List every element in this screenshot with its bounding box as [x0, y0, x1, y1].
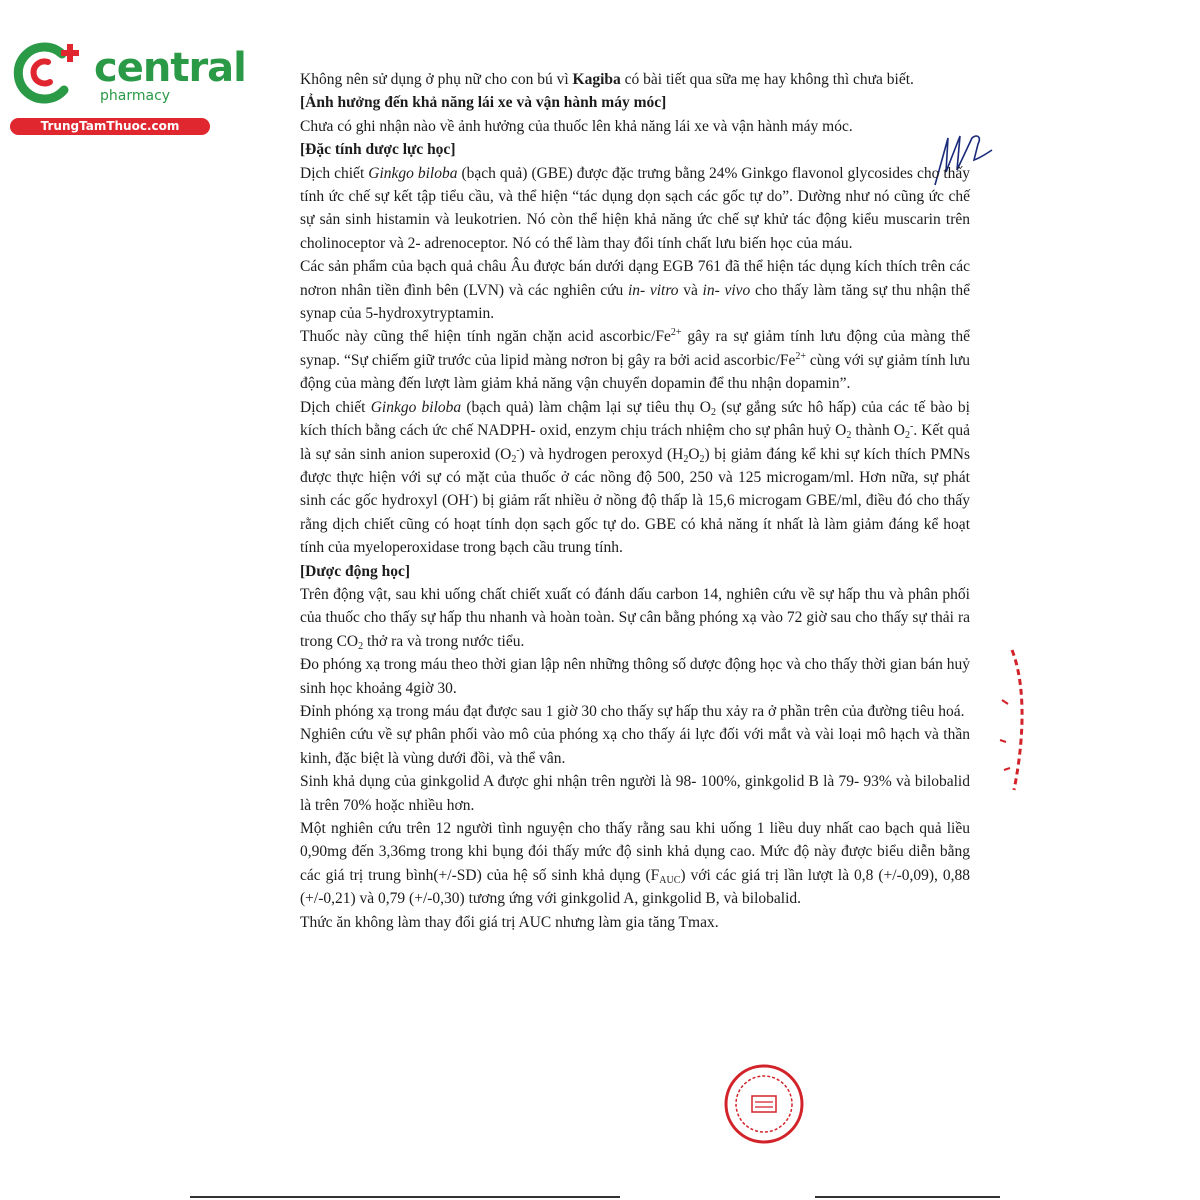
paragraph: Dịch chiết Ginkgo biloba (bạch quả) (GBE) được đặc trưng bằng 24% Ginkgo flavonol glycosides cho thấy tính ức chế sự kết tập tiểu cầu, và thể hiện “tác dụng dọn sạch các gốc tự do”. Dường như nó cũng ức chế sự sản sinh histamin và leukotrien. Nó còn thể hiện khả năng ức chế sự khử tác động kiểu muscarin trên cholinoceptor và 2- adrenoceptor. Nó có thể làm thay đổi tính chất lưu biến học của máu.: [300, 164, 970, 252]
paragraph: Không nên sử dụng ở phụ nữ cho con bú vì Kagiba có bài tiết qua sữa mẹ hay không thì chưa biết.: [300, 71, 914, 88]
paragraph: Sinh khả dụng của ginkgolid A được ghi nhận trên người là 98- 100%, ginkgolid B là 79- 93% và bilobalid là trên 70% hoặc nhiều hơn.: [300, 773, 970, 814]
stamp-icon: [722, 1062, 806, 1146]
paragraph: Nghiên cứu về sự phân phối vào mô của phóng xạ cho thấy ái lực đối với mắt và vài loại mô hạch và thần kinh, đặc biệt là vùng dưới đồi, và thể vân.: [300, 726, 970, 767]
page-bottom-rule: [190, 1196, 620, 1198]
partial-stamp-icon: [990, 640, 1030, 800]
document-body: [300, 68, 970, 934]
section-heading: [Dược động học]: [300, 562, 411, 580]
pharmacy-logo: [10, 38, 246, 138]
paragraph: Dịch chiết Ginkgo biloba (bạch quả) làm chậm lại sự tiêu thụ $O_2$ (sự gắng sức hô hấp) của các tế bào bị kích thích bằng cách ức chế NADPH- oxid, enzym chịu trách nhiệm cho sự phân huỷ $O_2$ thành $O_2^-$. Kết quả là sự sản sinh anion superoxid $(O_2^-)$ và hydrogen peroxyd $(H_2O_2)$ bị giảm đáng kể khi sự kích thích PMNs được thực hiện với sự có mặt của thuốc ở các nồng độ 500, 250 và 125 microgam/ml. Hơn nữa, sự phát sinh các gốc hydroxyl (OH-) bị giảm rất nhiều ở nồng độ thấp là 15,6 microgam GBE/ml, điều đó cho thấy rằng dịch chiết cũng có hoạt tính dọn sạch gốc tự do. GBE có khả năng ít nhất là làm giảm đáng kể hoạt tính của myeloperoxidase trong bạch cầu trung tính.: [300, 398, 971, 557]
logo-name: central: [94, 45, 246, 91]
paragraph: Một nghiên cứu trên 12 người tình nguyện cho thấy rằng sau khi uống 1 liều duy nhất cao bạch quả liều 0,90mg đến 3,36mg trong khi bụng đói thấy mức độ sinh khả dụng cao. Mức độ này được biểu diễn bằng các giá trị trung bình(+/-SD) của hệ số sinh khả dụng $(F_{AUC})$ với các giá trị lần lượt là 0,8 (+/-0,09), 0,88 (+/-0,21) và 0,79 (+/-0,30) tương ứng với ginkgolid A, ginkgolid B, và bilobalid.: [300, 820, 970, 908]
paragraph: Thuốc này cũng thể hiện tính ngăn chặn acid ascorbic/$Fe^{2+}$ gây ra sự giảm tính lưu động của màng thể synap. “Sự chiếm giữ trước của lipid màng nơron bị gây ra bởi acid ascorbic/$Fe^{2+}$ cùng với sự giảm tính lưu động của màng đến lượt làm giảm khả năng vận chuyển dopamin để thu nhận dopamin”.: [300, 327, 970, 393]
paragraph: Thức ăn không làm thay đổi giá trị AUC nhưng làm gia tăng Tmax.: [300, 913, 719, 931]
paragraph: Đo phóng xạ trong máu theo thời gian lập nên những thông số dược động học và cho thấy thời gian bán huỷ sinh học khoảng 4giờ 30.: [300, 656, 970, 697]
logo-c-icon: [10, 38, 90, 108]
paragraph: Các sản phẩm của bạch quả châu Âu được bán dưới dạng EGB 761 đã thể hiện tác dụng kích thích trên các nơron nhân tiền đình bên (LVN) và các nghiên cứu in- vitro và in- vivo cho thấy làm tăng sự thu nhận thể synap của 5-hydroxytryptamin.: [300, 258, 970, 323]
logo-subtitle: pharmacy: [100, 88, 171, 104]
page-bottom-rule: [815, 1196, 1000, 1198]
logo-url-banner: TrungTamThuoc.com: [10, 118, 210, 135]
paragraph: Trên động vật, sau khi uống chất chiết xuất có đánh dấu carbon 14, nghiên cứu về sự hấp thu và phân phối của thuốc cho thấy sự hấp thu nhanh và hoàn toàn. Sự cân bằng phóng xạ vào 72 giờ sau cho thấy sự thải ra trong $CO_2$ thở ra và trong nước tiểu.: [300, 585, 970, 652]
paragraph: Đỉnh phóng xạ trong máu đạt được sau 1 giờ 30 cho thấy sự hấp thu xảy ra ở phần trên của đường tiêu hoá.: [300, 702, 965, 720]
section-heading: [Ảnh hưởng đến khả năng lái xe và vận hành máy móc]: [300, 94, 667, 112]
paragraph: Chưa có ghi nhận nào về ảnh hưởng của thuốc lên khả năng lái xe và vận hành máy móc.: [300, 117, 853, 135]
section-heading: [Đặc tính dược lực học]: [300, 141, 456, 159]
